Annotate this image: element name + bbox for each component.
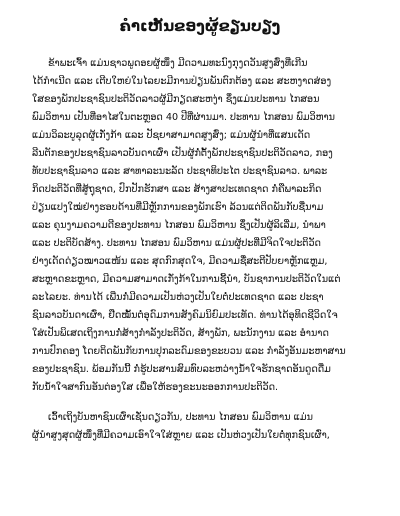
text-line: ຂອງປະຊາຊົນ. ພ້ອມກັນນີ້ ກໍ່ຮູ້ປະສານສົມທົບລະຫວ່າງນ້ຳໃຈຮັກຊາດອັນດູດດື່ມ — [32, 364, 331, 375]
text-line: ກັບນ້ຳໃຈສາກົນອັນຕ່ອງໃສ ເພື່ອໃຫ້ຮອງຂະນະອອກການປະຕິວັດ. — [32, 382, 279, 393]
text-line: ແລະ ປະຕິບັດສ້າງ. ປະທານ ໄກສອນ ພົມວິຫານ ແມ່ນຜູ້ປະທີ່ມີຈິດໃຈປະຕິວັດ — [32, 238, 321, 249]
text-line: ສະຫຼາດຂະຫຼາດ, ມີຄວາມສາມາດເກັ່ງກ້າໃນການຊີ້ນຳ, ບັນຊາການປະຕິວັດໃນແຕ່ — [32, 274, 341, 285]
text-line: ລີນຕັກຂອງປະຊາຊົນລາວບັນດາເຜົ່າ ເປັນຜູ້ກໍ່ຕັ້ງພັກປະຊາຊົນປະຕິວັດລາວ, ກອງ — [32, 148, 333, 159]
text-line: ລະໄລຍະ. ທ່ານໄດ້ ເພີ່ນກໍ່ມີຄວາມເປັນຫ່ວງເປັນໃຍຕໍ່ປະເທດຊາດ ແລະ ປະຊາ — [32, 292, 324, 303]
text-line: ພົມວິຫານ ເປັນທີ່ອາໄສໃນຕະຫຼອດ 40 ປີທີ່ຜ່ານມາ. ປະທານ ໄກສອນ ພົມວິຫານ — [32, 112, 336, 123]
text-line: ໄດ້ກຳເນີດ ແລະ ເຕີບໃຫຍ່ໃນໄລຍະມີການປ່ຽນພັນຕົກຕ້ອງ ແລະ ສະຫງາດສ່ອງ — [32, 76, 332, 87]
text-line: ແມ່ນວິລະບູລຸດຜູ້ເກັ່ງກ້າ ແລະ ປັຊຍາສາມາດສູງສົ່ງ; ແມ່ນຜູ້ນຳທີ່ແສນເດັດ — [32, 130, 311, 141]
text-line: ເວົ້າເຖິງບັນຫາຊົນເຜົ່າເຊັ່ນດຽວກັນ, ປະທານ ໄກສອນ ພົມວິຫານ ແມ່ນ — [48, 412, 313, 423]
document-title: ຄໍາເຫັນຂອງຜູ້ຂຽນບຽງ — [119, 17, 281, 35]
text-line: ໃສ່ເປັນພິເສດເຖິງການກໍ່ສ້າງກຳລັງປະຕິວັດ, ສ້າງພັກ, ພະນັກງານ ແລະ ອຳນາດ — [32, 328, 329, 339]
text-line: ຢ່າງເດັດດ່ຽວໝາວແໜ້ນ ແລະ ສຸດກົກສຸດໃຈ, ມີຄວາມຊື່ສະຕີປັບຍາຫຼັກແຫຼມ, — [32, 256, 328, 267]
text-line: ຜູ້ນຳສູງສຸດຜູ້ໜຶ່ງທີ່ມີຄວາມເອົາໃຈໃສ່ຫຼາຍ ແລະ ເປັນຫ່ວງເປັນໃຍຕໍ່ທຸກຊົນເຜົ່າ, — [32, 430, 330, 441]
text-line: ໃສຂອງພັກປະຊາຊົນປະຕິວັດລາວຜູ້ມີກຽດສະຫງ່າ ຊຶ່ງແມ່ນປະທານ ໄກສອນ — [32, 94, 320, 105]
text-line: ປ່ຽນແປງໃໝ່ຢ່າງຮອບດ້ານທີ່ມີຫຼັກການຂອງພັກເຮົາ ລ້ວນແຕ່ຕິດພັນກັບຊື່ນາມ — [32, 202, 324, 213]
text-line: ແລະ ຄຸນງາມຄວາມດີຂອງປະທານ ໄກສອນ ພົມວິຫານ ຊຶ່ງເປັນຜູ້ລິເລີ່ມ, ນຳພາ — [32, 220, 326, 231]
text-line: ຂ້າພະເຈົ້າ ແມ່ນຊາວພູດອຍຜູ້ໜຶ່ງ ມີດວາມທະນົງກຸງດວັນສູງສົ່ງທີ່ເກີນ — [48, 58, 308, 69]
text-line: ກິດປະຕິວັດທີ່ສູ້ຖຸຊາດ, ປົກປັກຮັກສາ ແລະ ສ້າງສາປະເທດຊາດ ກໍ່ຄືພາລະກິດ — [32, 184, 322, 195]
text-line: ຊົນລາວບັນດາເຜົ່າ, ຢືດໝັ້ນຕໍ່ອຸດົມການສັງຄົມນິຍົມປະເທັດ. ທ່ານໄດ້ອຸທິດຊີວິດໃຈ — [32, 310, 338, 321]
text-line: ການປົກຄອງ ໂດຍຕິດພັນກັບການປຸກລະດົມຂອງຂະບວນ ແລະ ກຳລັງອັນມະຫາສານ — [32, 346, 346, 357]
text-line: ທັບປະຊາຊົນລາວ ແລະ ສາທາລະນະລັດ ປະຊາທິປະໄຕ ປະຊາຊົນລາວ. ພາລະ — [32, 166, 328, 177]
